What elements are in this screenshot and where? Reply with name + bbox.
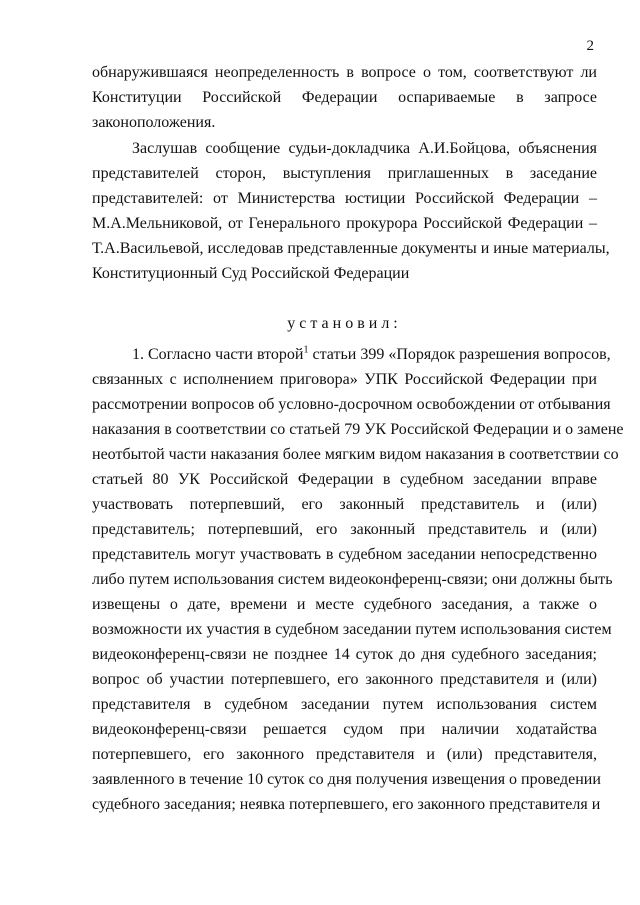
text-line: потерпевшего, его законного представителя и (или) представителя, <box>92 746 597 763</box>
text-line: представитель; потерпевший, его законный представитель и (или) <box>92 521 597 538</box>
text-line <box>132 344 611 366</box>
text-line: вопрос об участии потерпевшего, его законного представителя и (или) <box>92 671 597 688</box>
text-line: Конституции Российской Федерации оспариваемые в запросе <box>92 89 597 106</box>
text-line: участвовать потерпевший, его законный представитель и (или) <box>92 496 597 513</box>
text-fragment: статьи 399 «Порядок разрешения вопросов, <box>308 346 611 363</box>
text-line: судебного заседания; неявка потерпевшего, его законного представителя и <box>92 796 601 813</box>
section-heading: установил: <box>287 315 402 332</box>
text-line: либо путем использования систем видеоконференц-связи; они должны быть <box>92 571 613 588</box>
text-line: рассмотрении вопросов об условно-досрочном освобождении от отбывания <box>92 396 611 413</box>
text-line: представителей: от Министерства юстиции Российской Федерации – <box>92 190 597 207</box>
footnote-marker: 1 <box>303 344 309 356</box>
text-line: Заслушав сообщение судьи-докладчика А.И.Бойцова, объяснения <box>132 140 597 157</box>
text-line: видеоконференц-связи не позднее 14 суток до дня судебного заседания; <box>92 646 597 663</box>
text-line: видеоконференц-связи решается судом при наличии ходатайства <box>92 721 597 738</box>
text-line: наказания в соответствии со статьей 79 УК Российской Федерации и о замене <box>92 421 624 438</box>
text-line: статьей 80 УК Российской Федерации в судебном заседании вправе <box>92 471 597 488</box>
text-line: обнаружившаяся неопределенность в вопросе о том, соответствуют ли <box>92 64 597 81</box>
text-line: Т.А.Васильевой, исследовав представленные документы и иные материалы, <box>92 240 610 257</box>
text-line: законоположения. <box>92 114 216 131</box>
text-line: представителя в судебном заседании путем использования систем <box>92 696 597 713</box>
text-line: извещены о дате, времени и месте судебного заседания, а также о <box>92 596 597 613</box>
text-line: представителей сторон, выступления приглашенных в заседание <box>92 165 597 182</box>
text-line: связанных с исполнением приговора» УПК Российской Федерации при <box>92 371 597 388</box>
text-fragment: 1. Согласно части второй <box>132 346 304 363</box>
page-number: 2 <box>586 38 594 54</box>
text-line: представитель могут участвовать в судебном заседании непосредственно <box>92 546 597 563</box>
text-line: неотбытой части наказания более мягким видом наказания в соответствии со <box>92 446 619 463</box>
text-line: возможности их участия в судебном заседании путем использования систем <box>92 621 612 638</box>
text-line: Конституционный Суд Российской Федерации <box>92 265 410 282</box>
text-line: М.А.Мельниковой, от Генерального прокурора Российской Федерации – <box>92 215 597 232</box>
text-line: заявленного в течение 10 суток со дня получения извещения о проведении <box>92 771 601 788</box>
